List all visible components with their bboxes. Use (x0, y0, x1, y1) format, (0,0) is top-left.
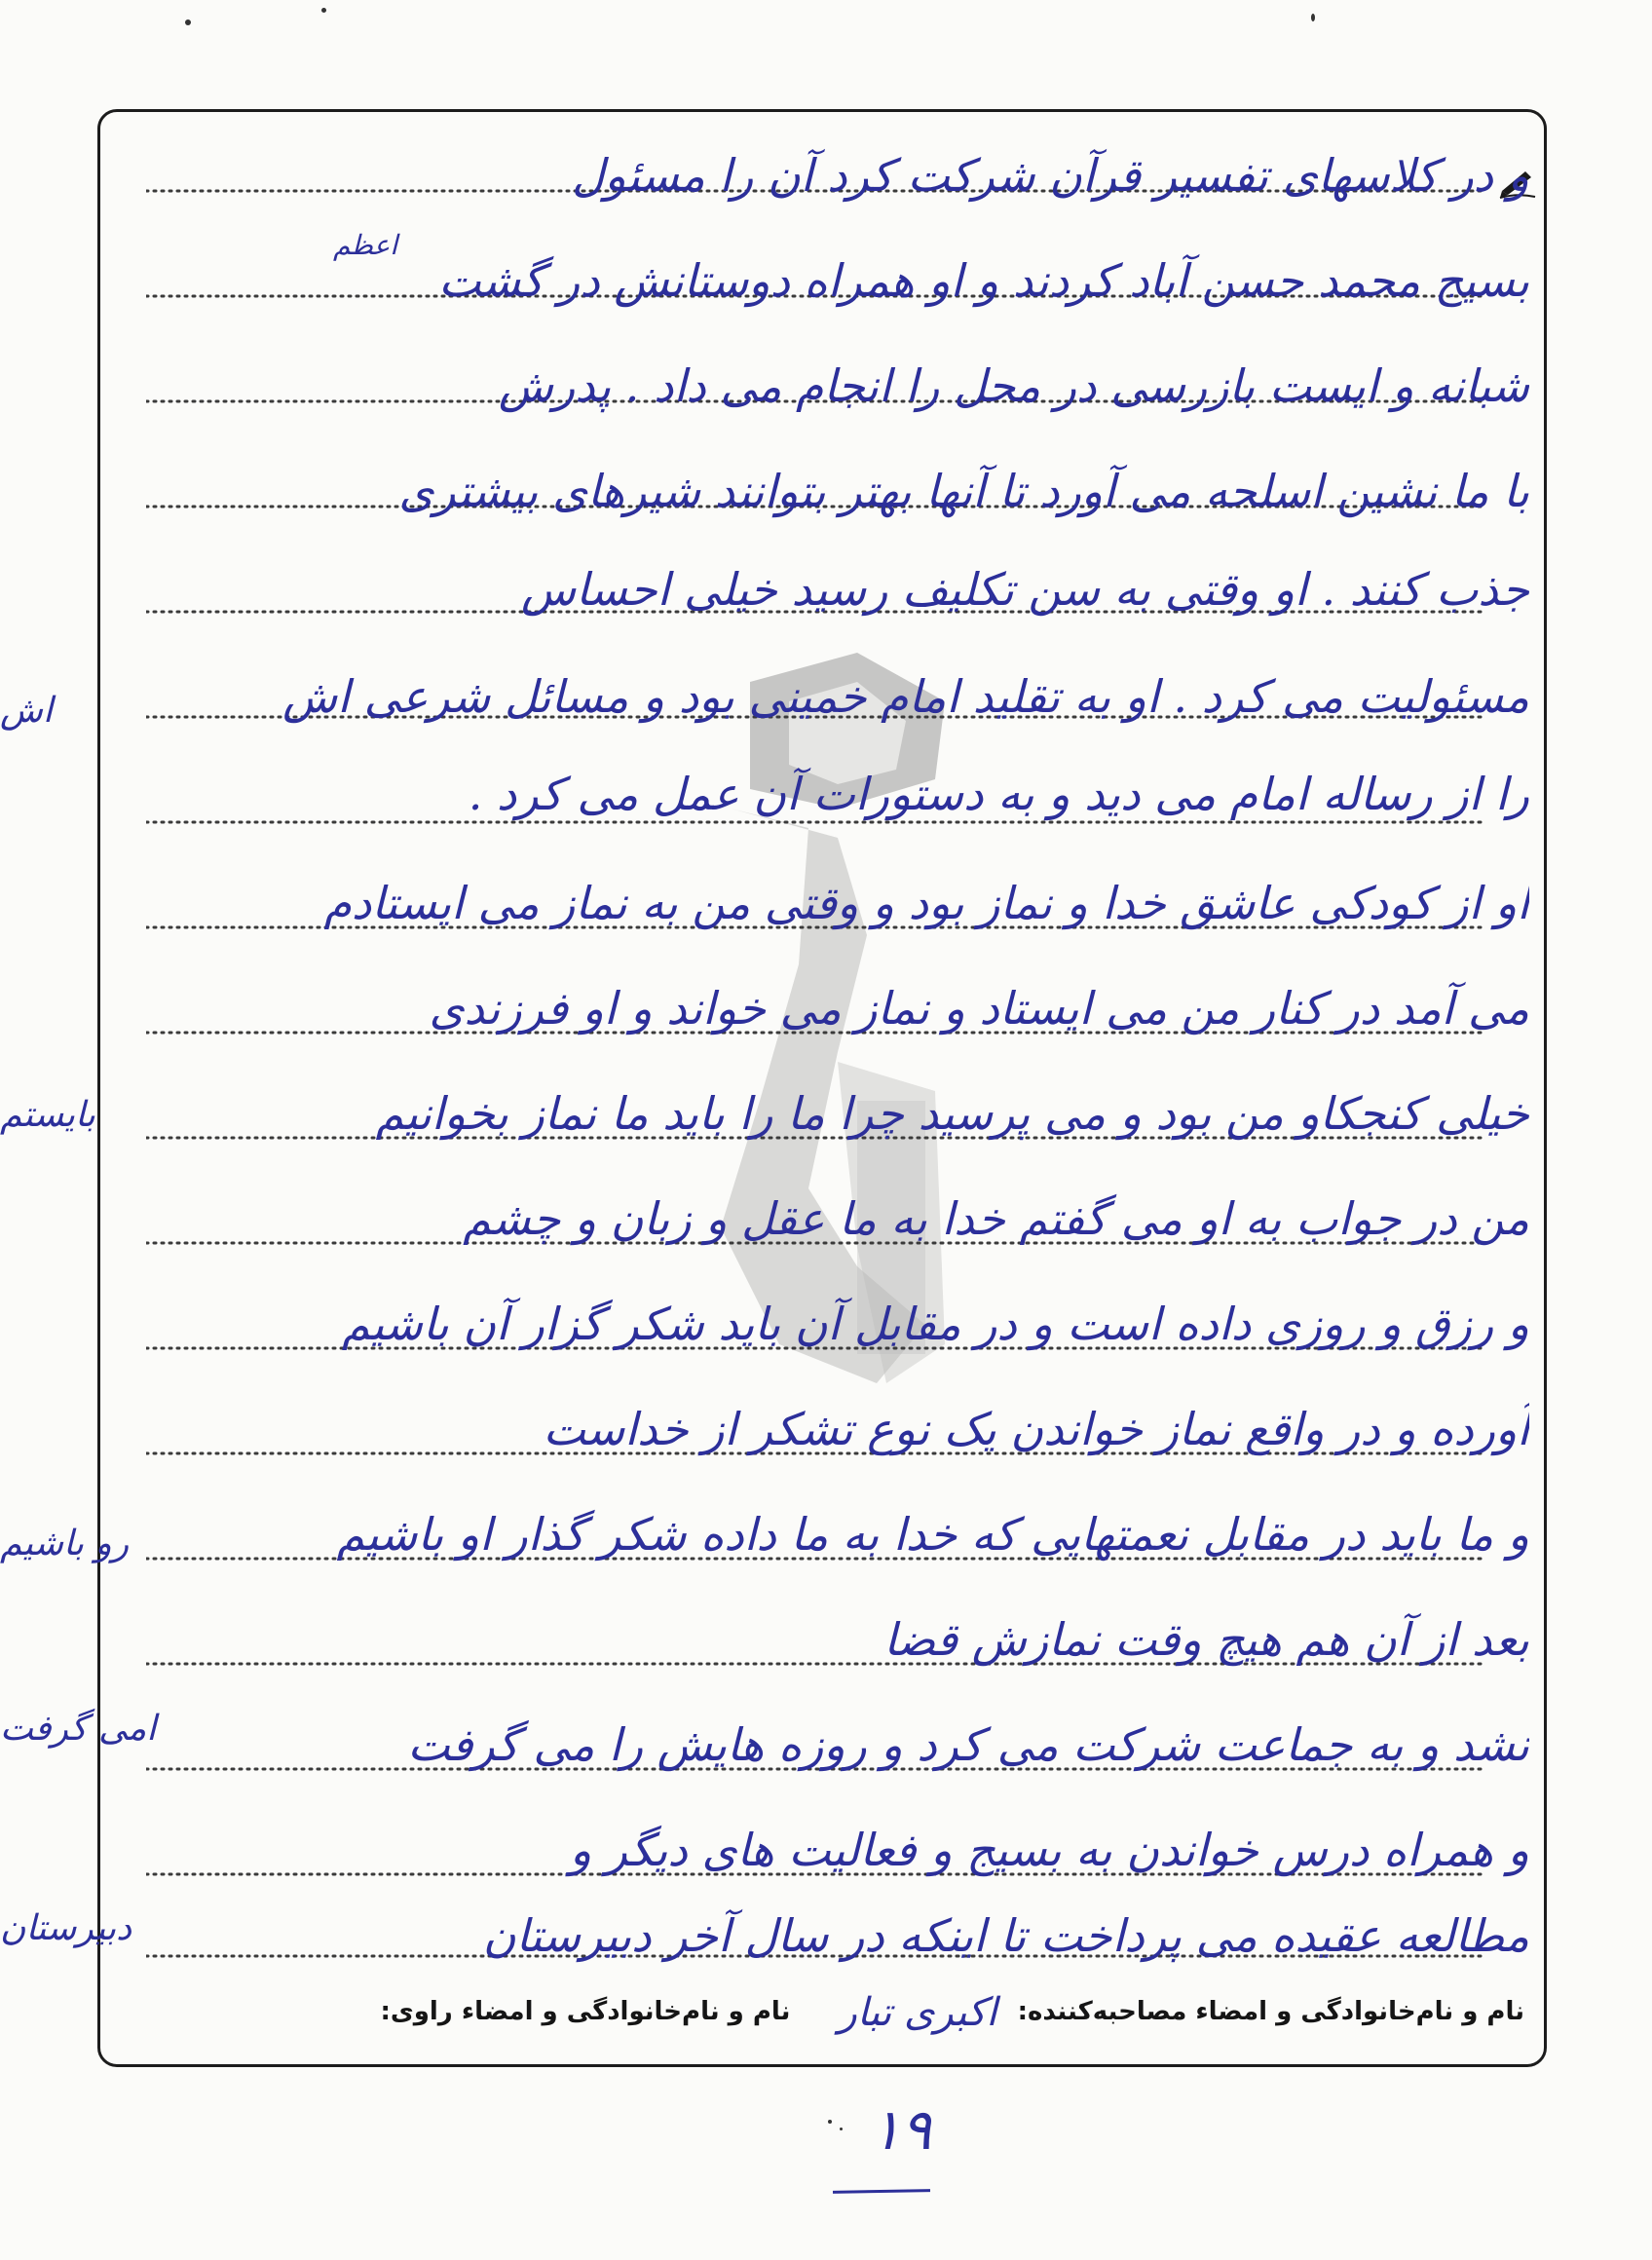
handwritten-line-13: آورده و در واقع نماز خواندن یک نوع تشکر از خداست (543, 1403, 1529, 1455)
interviewer-signature: اکبری تبار (838, 1989, 997, 2035)
handwritten-line-8: او از کودکی عاشق خدا و نماز بود و وقتی من به نماز می ایستادم (323, 877, 1529, 929)
scan-speck (185, 19, 191, 25)
handwritten-line-3: شبانه و ایست بازرسی در محل را انجام می داد . پدرش (498, 359, 1529, 412)
scan-speck (840, 2128, 843, 2130)
page-number: ۱۹ (870, 2096, 932, 2163)
handwritten-line-17: و همراه درس خواندن به بسیج و فعالیت های دیگر و (569, 1824, 1529, 1876)
handwritten-insert-note: اعظم (332, 229, 398, 261)
scan-speck (321, 8, 326, 13)
handwritten-line-12: و رزق و روزی داده است و در مقابل آن باید شکر گزار آن باشیم (341, 1298, 1529, 1350)
margin-note-3: رو باشیم (0, 1524, 130, 1563)
handwritten-line-7: را از رساله امام می دید و به دستورات آن عمل می کرد . (468, 768, 1529, 820)
handwritten-line-4: با ما نشین اسلحه می آورد تا آنها بهتر بتوانند شیرهای بیشتری (398, 465, 1529, 517)
handwritten-line-15: بعد از آن هم هیچ وقت نمازش قضا (883, 1613, 1529, 1666)
handwritten-line-14: و ما باید در مقابل نعمتهایی که خدا به ما داده شکر گذار او باشیم (336, 1508, 1529, 1561)
scan-speck (828, 2120, 832, 2124)
margin-note-2: بایستم (0, 1095, 95, 1135)
handwritten-line-1: و در کلاسهای تفسیر قرآن شرکت کرد آن را مسئول (572, 149, 1529, 202)
margin-note-4: امی گرفت (0, 1709, 157, 1749)
narrator-label: نام و نام‌خانوادگی و امضاء راوی: (380, 1997, 791, 2026)
scan-speck (1311, 14, 1315, 21)
handwritten-line-10: خیلی کنجکاو من بود و می پرسید چرا ما را باید ما نماز بخوانیم (375, 1087, 1529, 1140)
handwritten-line-16: نشد و به جماعت شرکت می کرد و روزه هایش را می گرفت (407, 1718, 1529, 1771)
handwritten-line-6: مسئولیت می کرد . او به تقلید امام خمینی بود و مسائل شرعی اش (282, 670, 1529, 723)
handwritten-line-18: مطالعه عقیده می پرداخت تا اینکه در سال آخر دبیرستان (482, 1909, 1529, 1962)
margin-note-5: دبیرستان (0, 1908, 132, 1948)
footer-signature-row (360, 1985, 1524, 2038)
interviewer-label: نام و نام‌خانوادگی و امضاء مصاحبه‌کننده: (1017, 1997, 1524, 2026)
handwritten-line-5: جذب کنند . او وقتی به سن تکلیف رسید خیلی احساس (521, 563, 1529, 616)
handwritten-line-11: من در جواب به او می گفتم خدا به ما عقل و زبان و چشم (463, 1192, 1529, 1245)
handwritten-line-9: می آمد در کنار من می ایستاد و نماز می خواند و او فرزندی (429, 982, 1529, 1035)
handwritten-line-2: بسیج محمد حسن آباد کردند و او همراه دوستانش در گشت (438, 254, 1529, 307)
margin-note-1: اش (0, 691, 53, 731)
